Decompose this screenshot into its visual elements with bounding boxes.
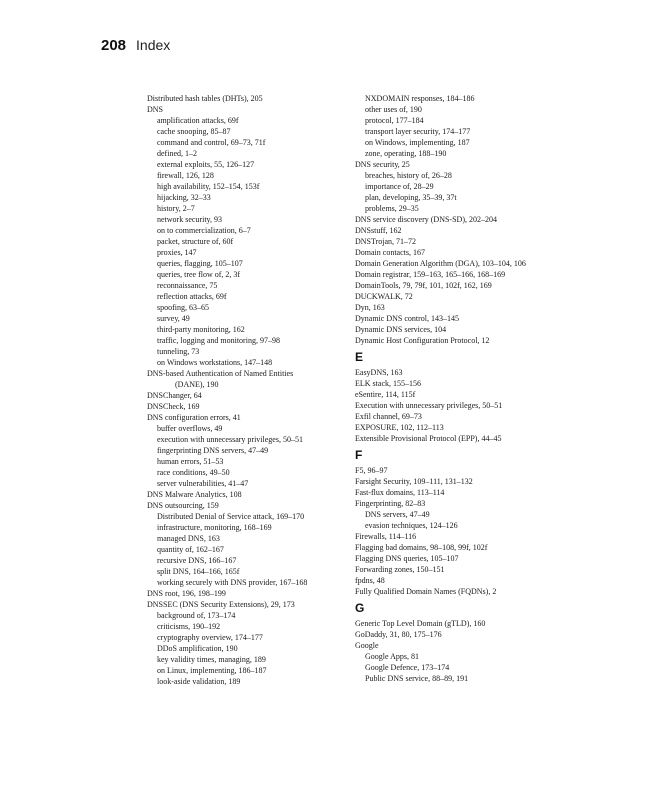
index-subentry: reconnaissance, 75 — [157, 281, 218, 290]
index-subentry: high availability, 152–154, 153f — [157, 182, 260, 191]
index-subentry: infrastructure, monitoring, 168–169 — [157, 523, 272, 532]
index-entry: fpdns, 48 — [355, 576, 385, 585]
index-subentry: command and control, 69–73, 71f — [157, 138, 266, 147]
index-entry: GoDaddy, 31, 80, 175–176 — [355, 630, 442, 639]
index-subentry: reflection attacks, 69f — [157, 292, 227, 301]
index-entry: Dynamic Host Configuration Protocol, 12 — [355, 336, 490, 345]
index-subentry: buffer overflows, 49 — [157, 424, 223, 433]
index-subentry: firewall, 126, 128 — [157, 171, 214, 180]
index-column-left — [147, 93, 347, 687]
index-entry: DNSstuff, 162 — [355, 226, 402, 235]
index-entry: DNS configuration errors, 41 — [147, 413, 241, 422]
index-entry: Exfil channel, 69–73 — [355, 412, 422, 421]
index-subentry: Google Defence, 173–174 — [365, 663, 450, 672]
index-entry: F5, 96–97 — [355, 466, 388, 475]
index-subentry: cache snooping, 85–87 — [157, 127, 231, 136]
index-subentry: proxies, 147 — [157, 248, 197, 257]
index-entry: DomainTools, 79, 79f, 101, 102f, 162, 169 — [355, 281, 492, 290]
index-entry: Domain contacts, 167 — [355, 248, 425, 257]
index-subentry: traffic, logging and monitoring, 97–98 — [157, 336, 280, 345]
index-subentry: amplification attacks, 69f — [157, 116, 239, 125]
index-entry: Dynamic DNS control, 143–145 — [355, 314, 459, 323]
index-entry: DNS outsourcing, 159 — [147, 501, 219, 510]
index-entry: Firewalls, 114–116 — [355, 532, 417, 541]
index-entry: EasyDNS, 163 — [355, 368, 403, 377]
index-subentry: split DNS, 164–166, 165f — [157, 567, 240, 576]
index-entry: Forwarding zones, 150–151 — [355, 565, 445, 574]
index-subentry: quantity of, 162–167 — [157, 545, 224, 554]
index-entry: Farsight Security, 109–111, 131–132 — [355, 477, 473, 486]
index-entry: Domain registrar, 159–163, 165–166, 168–169 — [355, 270, 506, 279]
index-subentry: network security, 93 — [157, 215, 223, 224]
index-subentry: on to commercialization, 6–7 — [157, 226, 251, 235]
index-entry: Flagging DNS queries, 105–107 — [355, 554, 459, 563]
index-entry: Google — [355, 641, 379, 650]
index-subentry: breaches, history of, 26–28 — [365, 171, 452, 180]
index-subentry: NXDOMAIN responses, 184–186 — [365, 94, 475, 103]
index-entry: eSentire, 114, 115f — [355, 390, 416, 399]
index-subentry: Google Apps, 81 — [365, 652, 419, 661]
index-subentry: fingerprinting DNS servers, 47–49 — [157, 446, 269, 455]
index-subentry: on Linux, implementing, 186–187 — [157, 666, 267, 675]
index-subentry: DNS servers, 47–49 — [365, 510, 430, 519]
index-subentry: evasion techniques, 124–126 — [365, 521, 458, 530]
index-subentry: recursive DNS, 166–167 — [157, 556, 237, 565]
index-subentry: history, 2–7 — [157, 204, 195, 213]
index-subentry: Public DNS service, 88–89, 191 — [365, 674, 469, 683]
index-subentry: look-aside validation, 189 — [157, 677, 241, 686]
index-entry: Extensible Provisional Protocol (EPP), 44–45 — [355, 434, 502, 443]
index-subentry: criticisms, 190–192 — [157, 622, 221, 631]
index-subentry: defined, 1–2 — [157, 149, 197, 158]
index-subentry: packet, structure of, 60f — [157, 237, 234, 246]
page-number: 208 — [101, 37, 127, 54]
index-entry: DUCKWALK, 72 — [355, 292, 413, 301]
index-subentry: third-party monitoring, 162 — [157, 325, 245, 334]
index-subentry: transport layer security, 174–177 — [365, 127, 471, 136]
index-subentry: other uses of, 190 — [365, 105, 422, 114]
index-entry: DNS Malware Analytics, 108 — [147, 490, 242, 499]
index-subentry: cryptography overview, 174–177 — [157, 633, 263, 642]
index-subentry: problems, 29–35 — [365, 204, 419, 213]
index-entry: DNS root, 196, 198–199 — [147, 589, 226, 598]
index-entry: Flagging bad domains, 98–108, 99f, 102f — [355, 543, 488, 552]
index-subentry: background of, 173–174 — [157, 611, 236, 620]
page-header — [101, 37, 170, 54]
index-entry: ELK stack, 155–156 — [355, 379, 421, 388]
index-subentry: protocol, 177–184 — [365, 116, 424, 125]
index-entry: DNS-based Authentication of Named Entities — [147, 369, 294, 378]
index-subentry: server vulnerabilities, 41–47 — [157, 479, 249, 488]
page-title: Index — [136, 37, 171, 53]
index-subentry: external exploits, 55, 126–127 — [157, 160, 255, 169]
index-subentry: importance of, 28–29 — [365, 182, 434, 191]
index-entry: Distributed hash tables (DHTs), 205 — [147, 94, 263, 103]
section-letter-g: G — [355, 601, 365, 615]
index-subentry: Distributed Denial of Service attack, 169–170 — [157, 512, 305, 521]
index-entry: Fast-flux domains, 113–114 — [355, 488, 445, 497]
index-subentry: on Windows workstations, 147–148 — [157, 358, 273, 367]
index-entry: EXPOSURE, 102, 112–113 — [355, 423, 444, 432]
index-subentry: (DANE), 190 — [175, 380, 219, 389]
index-subentry: zone, operating, 188–190 — [365, 149, 447, 158]
section-letter-e: E — [355, 350, 364, 364]
index-entry: Execution with unnecessary privileges, 50–51 — [355, 401, 503, 410]
index-entry: DNS security, 25 — [355, 160, 410, 169]
index-subentry: execution with unnecessary privileges, 50–51 — [157, 435, 303, 444]
index-entry: Generic Top Level Domain (gTLD), 160 — [355, 619, 486, 628]
index-subentry: queries, tree flow of, 2, 3f — [157, 270, 241, 279]
index-subentry: queries, flagging, 105–107 — [157, 259, 243, 268]
index-subentry: plan, developing, 35–39, 37t — [365, 193, 457, 202]
index-subentry: working securely with DNS provider, 167–168 — [157, 578, 308, 587]
index-subentry: spoofing, 63–65 — [157, 303, 209, 312]
index-subentry: DDoS amplification, 190 — [157, 644, 238, 653]
index-entry: Fully Qualified Domain Names (FQDNs), 2 — [355, 587, 497, 596]
index-entry: DNSChanger, 64 — [147, 391, 202, 400]
index-subentry: tunneling, 73 — [157, 347, 200, 356]
index-entry: Dyn, 163 — [355, 303, 385, 312]
index-entry: DNSSEC (DNS Security Extensions), 29, 173 — [147, 600, 295, 609]
index-entry: DNS — [147, 105, 164, 114]
index-subentry: managed DNS, 163 — [157, 534, 220, 543]
section-letter-f: F — [355, 448, 363, 462]
index-entry: DNS service discovery (DNS-SD), 202–204 — [355, 215, 497, 224]
index-entry: DNSCheck, 169 — [147, 402, 200, 411]
index-entry: Fingerprinting, 82–83 — [355, 499, 426, 508]
index-entry: Domain Generation Algorithm (DGA), 103–104, 106 — [355, 259, 526, 268]
index-subentry: human errors, 51–53 — [157, 457, 224, 466]
index-subentry: key validity times, managing, 189 — [157, 655, 266, 664]
index-subentry: survey, 49 — [157, 314, 190, 323]
index-entry: DNSTrojan, 71–72 — [355, 237, 417, 246]
index-subentry: race conditions, 49–50 — [157, 468, 230, 477]
index-subentry: on Windows, implementing, 187 — [365, 138, 470, 147]
index-subentry: hijacking, 32–33 — [157, 193, 211, 202]
index-column-right — [355, 93, 595, 684]
index-entry: Dynamic DNS services, 104 — [355, 325, 447, 334]
